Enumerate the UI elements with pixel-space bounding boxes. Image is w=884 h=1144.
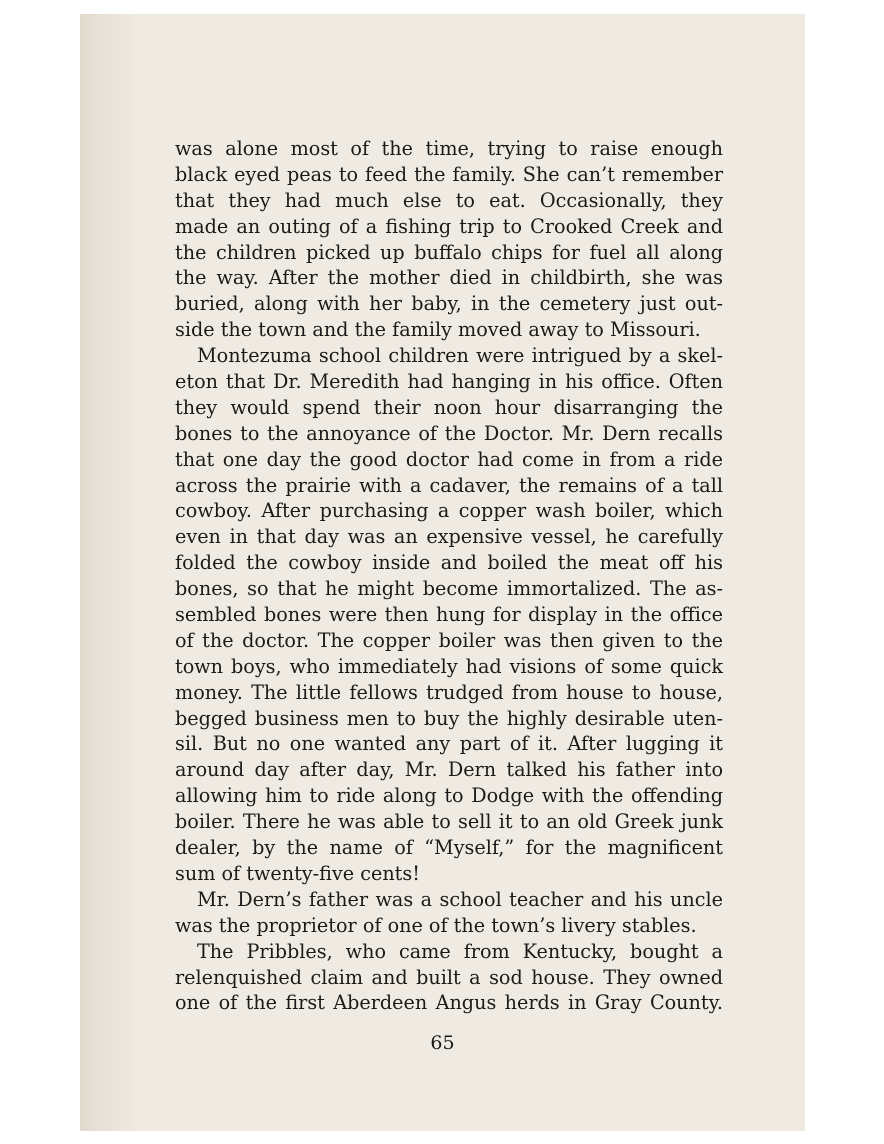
text-line: that one day the good doctor had come in from a ride [175,447,723,471]
text-line: money. The little fellows trudged from house to house, [175,680,723,704]
text-line: eton that Dr. Meredith had hanging in his office. Often [175,370,723,394]
text-line: sil. But no one wanted any part of it. After lugging it [175,732,723,756]
text-line: folded the cowboy inside and boiled the meat off his [175,551,723,575]
text-line: bones to the annoyance of the Doctor. Mr. Dern recalls [175,421,723,445]
text-line: begged business men to buy the highly desirable uten- [175,706,723,730]
text-line: side the town and the family moved away to Missouri. [175,318,701,342]
page-number: 65 [430,1032,455,1054]
text-line: sembled bones were then hung for display in the office [175,603,723,627]
text-line: even in that day was an expensive vessel, he carefully [175,525,723,549]
text-line: black eyed peas to feed the family. She can’t remember [175,162,723,186]
text-line: bones, so that he might become immortalized. The as- [175,577,723,601]
book-page [80,14,805,1131]
text-line: buried, along with her baby, in the cemetery just out- [175,292,723,316]
text-line: one of the first Aberdeen Angus herds in Gray County. [175,991,723,1015]
text-line: dealer, by the name of “Myself,” for the magnificent [175,836,723,860]
text-line: the way. After the mother died in childbirth, she was [175,266,723,290]
text-line: allowing him to ride along to Dodge with the offending [175,784,723,808]
text-line: town boys, who immediately had visions of some quick [175,654,723,678]
text-line: sum of twenty-five cents! [175,861,420,885]
text-line: Montezuma school children were intrigued by a skel- [197,344,723,368]
text-line: that they had much else to eat. Occasionally, they [175,188,723,212]
text-line: of the doctor. The copper boiler was then given to the [175,628,723,652]
text-line: cowboy. After purchasing a copper wash boiler, which [175,499,723,523]
text-line: the children picked up buffalo chips for fuel all along [175,240,723,264]
text-line: across the prairie with a cadaver, the remains of a tall [175,473,723,497]
text-line: relenquished claim and built a sod house. They owned [175,965,723,989]
text-line: made an outing of a fishing trip to Crooked Creek and [175,214,723,238]
text-line: was the proprietor of one of the town’s livery stables. [175,913,697,937]
text-line: The Pribbles, who came from Kentucky, bought a [197,939,723,963]
text-line: was alone most of the time, trying to raise enough [175,137,723,160]
text-line: boiler. There he was able to sell it to an old Greek junk [175,810,723,834]
text-line: they would spend their noon hour disarranging the [175,395,723,419]
text-line: around day after day, Mr. Dern talked his father into [175,758,723,782]
text-line: Mr. Dern’s father was a school teacher and his uncle [197,887,723,911]
body-text [175,136,723,1016]
